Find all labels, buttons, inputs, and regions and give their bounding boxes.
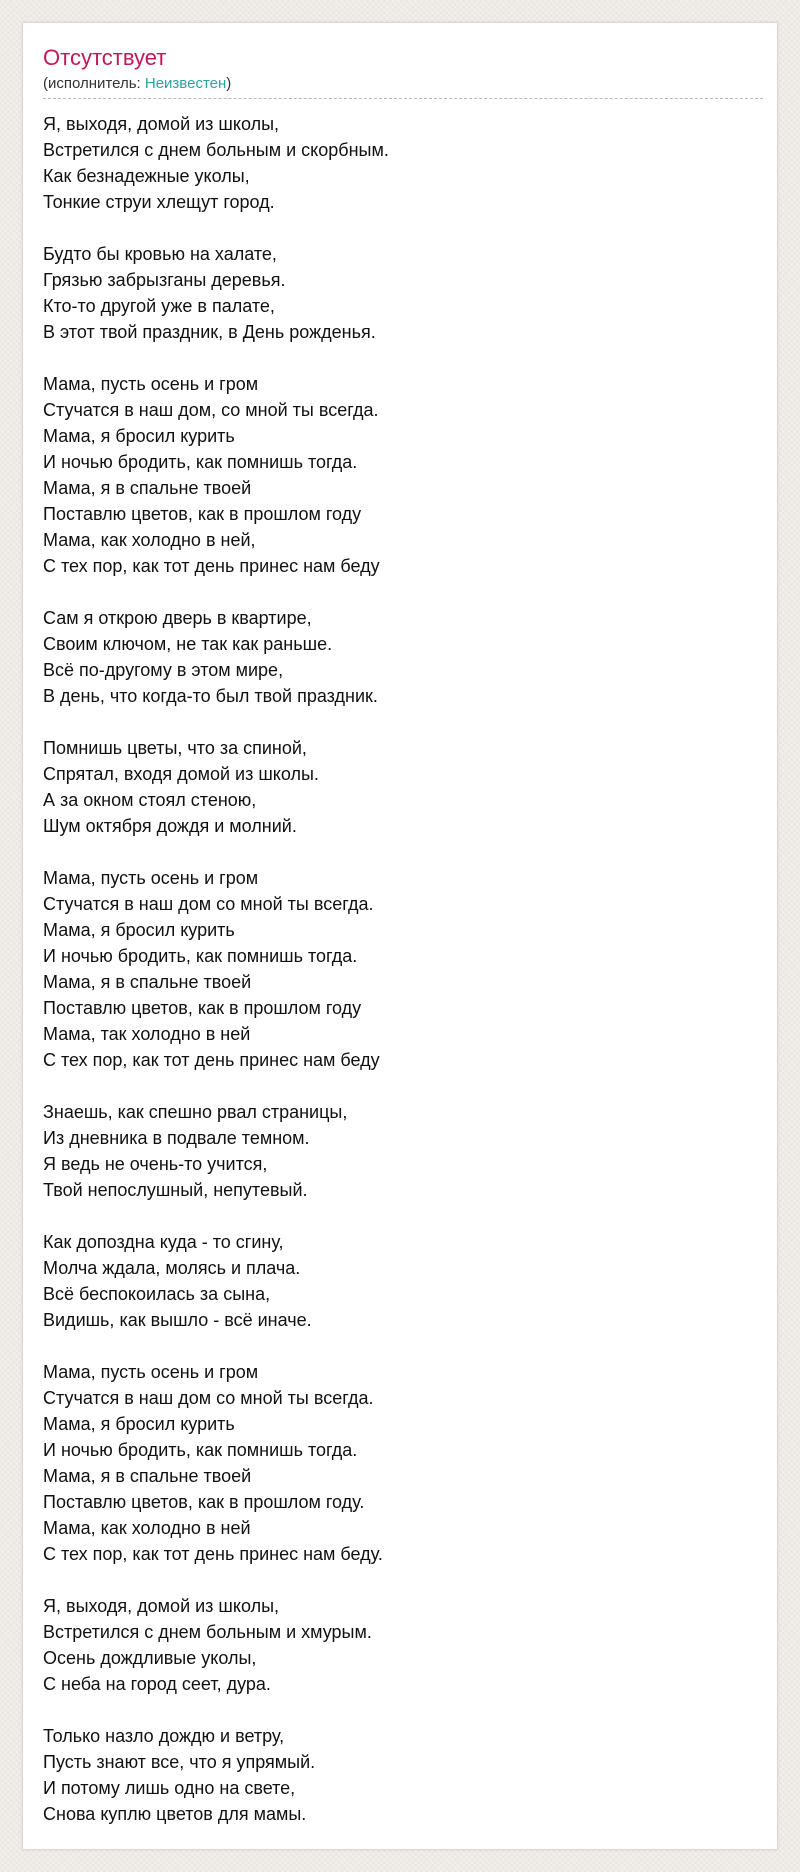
lyrics-line: Пусть знают все, что я упрямый. [43,1752,316,1772]
lyrics-line: Мама, как холодно в ней [43,1518,251,1538]
lyrics-line: Осень дождливые уколы, [43,1648,257,1668]
lyrics-stanza [43,735,757,839]
lyrics-line: Мама, я в спальне твоей [43,972,252,992]
lyrics-stanza [43,111,757,215]
lyrics-line: Шум октября дождя и молний. [43,816,297,836]
lyrics-line: С тех пор, как тот день принес нам беду [43,556,380,576]
lyrics-line: Как допоздна куда - то сгину, [43,1232,284,1252]
lyrics-card [22,22,778,1850]
lyrics-stanza [43,1359,757,1567]
lyrics-line: Знаешь, как спешно рвал страницы, [43,1102,348,1122]
lyrics-line: Поставлю цветов, как в прошлом году. [43,1492,365,1512]
lyrics-line: А за окном стоял стеною, [43,790,257,810]
lyrics-line: Мама, пусть осень и гром [43,374,259,394]
lyrics-line: Всё беспокоилась за сына, [43,1284,271,1304]
lyrics-body [43,111,757,1827]
lyrics-line: Я, выходя, домой из школы, [43,114,280,134]
artist-prefix: (исполнитель: [43,75,145,92]
lyrics-line: Стучатся в наш дом со мной ты всегда. [43,894,374,914]
lyrics-stanza [43,1723,757,1827]
lyrics-line: В этот твой праздник, в День рожденья. [43,322,376,342]
artist-link[interactable]: Неизвестен [144,75,227,92]
lyrics-line: Поставлю цветов, как в прошлом году [43,998,362,1018]
lyrics-line: И ночью бродить, как помнишь тогда. [43,946,358,966]
lyrics-line: Мама, я бросил курить [43,1414,235,1434]
lyrics-line: Всё по-другому в этом мире, [43,660,284,680]
lyrics-line: Спрятал, входя домой из школы. [43,764,319,784]
lyrics-line: Встретился с днем больным и хмурым. [43,1622,372,1642]
lyrics-line: Твой непослушный, непутевый. [43,1180,308,1200]
lyrics-line: Своим ключом, не так как раньше. [43,634,333,654]
lyrics-line: И ночью бродить, как помнишь тогда. [43,452,358,472]
lyrics-line: С тех пор, как тот день принес нам беду. [43,1544,383,1564]
lyrics-line: Видишь, как вышло - всё иначе. [43,1310,312,1330]
lyrics-line: Я ведь не очень-то учится, [43,1154,268,1174]
lyrics-line: Помнишь цветы, что за спиной, [43,738,307,758]
lyrics-line: С неба на город сеет, дура. [43,1674,271,1694]
lyrics-line: Грязью забрызганы деревья. [43,270,286,290]
lyrics-line: И ночью бродить, как помнишь тогда. [43,1440,358,1460]
lyrics-stanza [43,241,757,345]
song-title: Отсутствует [43,45,167,70]
lyrics-line: Как безнадежные уколы, [43,166,250,186]
lyrics-stanza [43,605,757,709]
lyrics-line: Мама, я бросил курить [43,920,235,940]
lyrics-line: Из дневника в подвале темном. [43,1128,310,1148]
lyrics-line: С тех пор, как тот день принес нам беду [43,1050,380,1070]
lyrics-line: Стучатся в наш дом со мной ты всегда. [43,1388,374,1408]
lyrics-line: Я, выходя, домой из школы, [43,1596,280,1616]
lyrics-line: Мама, пусть осень и гром [43,1362,259,1382]
lyrics-line: Мама, я в спальне твоей [43,478,252,498]
lyrics-line: Будто бы кровью на халате, [43,244,277,264]
lyrics-line: Поставлю цветов, как в прошлом году [43,504,362,524]
lyrics-line: Мама, так холодно в ней [43,1024,251,1044]
lyrics-line: Мама, я в спальне твоей [43,1466,252,1486]
lyrics-line: Снова куплю цветов для мамы. [43,1804,307,1824]
lyrics-stanza [43,1229,757,1333]
lyrics-stanza [43,865,757,1073]
lyrics-stanza [43,1099,757,1203]
lyrics-stanza [43,1593,757,1697]
lyrics-line: Кто-то другой уже в палате, [43,296,275,316]
artist-suffix: ) [226,75,232,92]
lyrics-line: Встретился с днем больным и скорбным. [43,140,389,160]
lyrics-line: Мама, пусть осень и гром [43,868,259,888]
lyrics-stanza [43,371,757,579]
lyrics-line: В день, что когда-то был твой праздник. [43,686,378,706]
artist-line [43,75,763,99]
lyrics-line: Стучатся в наш дом, со мной ты всегда. [43,400,379,420]
lyrics-line: И потому лишь одно на свете, [43,1778,296,1798]
lyrics-line: Сам я открою дверь в квартире, [43,608,312,628]
lyrics-line: Тонкие струи хлещут город. [43,192,275,212]
lyrics-line: Мама, как холодно в ней, [43,530,256,550]
lyrics-line: Только назло дождю и ветру, [43,1726,285,1746]
lyrics-line: Молча ждала, молясь и плача. [43,1258,301,1278]
lyrics-line: Мама, я бросил курить [43,426,235,446]
